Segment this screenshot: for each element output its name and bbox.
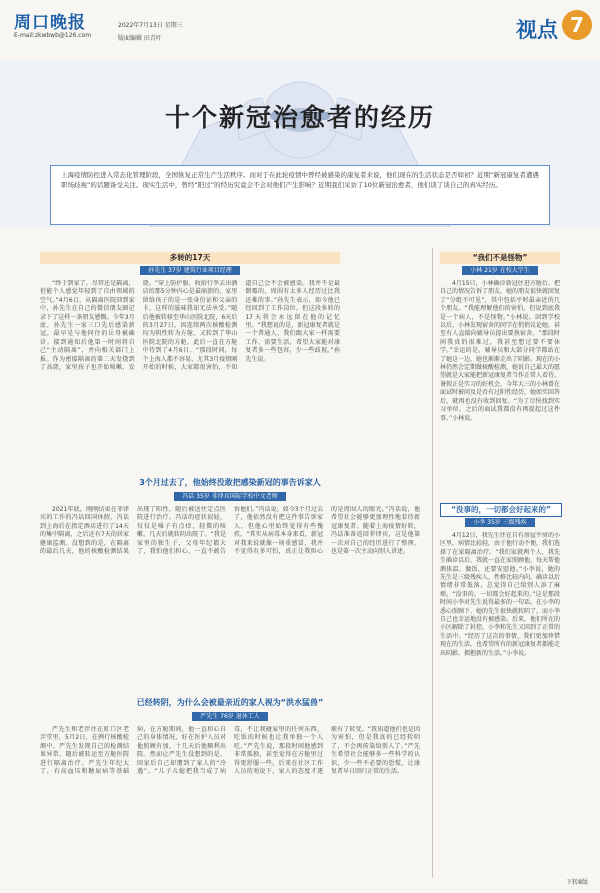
story-byline-4: 严先生 76岁 退休工人 <box>100 712 360 722</box>
story-body-4: 严先生和老伴住在虹口区老弄堂里，5月2日，在例行核酸检测中，严先生发现自己的检测结果异常，随后被转运至方舱医院进行隔离治疗。严先生年纪大了，有高血压和糖尿病等基础病，在方舱期间，他一直担心自己的身体情况，好在医护人员对他照顾有加，十几天后他顺利出院。然而让严先生没想到的是，回家后自己却遭到了家人的“冷遇”。“儿子儿媳把我当成了病毒，不让我碰家里的任何东西，吃饭的时候也让我单独一个人吃。”严先生说，那段时间他感到非常孤独，甚至觉得在方舱里过得更舒服一些。后来在社区工作人员的劝说下，家人的态度才逐渐有了转变。“我知道他们也是因为害怕，但是我真的已经转阴了，不会再传染给别人了。”严先生希望社会能够多一些科学的认识，少一些不必要的恐慌，让康复者早日回归正常的生活。 <box>40 726 420 776</box>
column-divider <box>432 248 433 878</box>
issue-date: 2022年7月13日 星期三 <box>118 22 183 29</box>
story-title-5: “没事的，一切都会好起来的” <box>440 503 562 517</box>
story-body-3: 2021年底，刚刚结束在菲律宾的工作的冯话回国休假，冯话到上海后在指定酒店进行了14天的集中隔离，之后还有7天的居家健康监测。没想到的是，在隔离的最后几天，他的核酸检测结果出现了阳性，随后被送往定点医院进行治疗。冯话的症状很轻，仅仅是嗓子有点痒，轻微的咳嗽，几天后就转阴出院了。“我是家里的独生子，父母年纪都大了，我怕他们担心，一直不敢告诉他们。”冯话说。如今3个月过去了，他依然没有把这件事告诉家人，但他心里始终觉得有些愧疚。“其实从病毒本身来看，新冠对我来说就像一场重感冒，我并不觉得有多可怕，真正让我担心的是周围人的眼光。”冯话说，他希望社会能够更加理性地看待新冠康复者。随着上海疫情好转，冯话准备返回菲律宾，这是他第一次对自己的经历进行了整理，也是第一次主动向别人讲述。 <box>40 506 420 556</box>
story-byline-2: 小林 21岁 在校大学生 <box>440 266 560 276</box>
story-byline-3: 冯话 35岁 非律宾国际学校中文老师 <box>100 492 360 502</box>
masthead <box>0 0 600 68</box>
story-title-4: 已经转阴，为什么会被最亲近的家人视为“洪水猛兽” <box>136 698 324 707</box>
email-address: E-mail:zkwbwb@126.com <box>14 32 92 39</box>
story-byline-1: 孙先生 37岁 建筑行业项目经理 <box>40 266 340 276</box>
story-body-1: “终于到家了，尽管还是隔离，但能个人感觉年轻到了自由领域的空气。”4月6日，从隔离医院回到家中，孙先生在自己的微信朋友圈记录下了这样一条朋友感慨。今年3月底，孙先生一家三口先后感染新冠，最早是与他同住的岳母被确诊。接到通知后他第一时间将自己“主动隔离”，并向相关部门上报。作为密接隔离的第二天发烧到了高烧，家里孩子也开始咳嗽、发烧。“穿上防护服，收拾行李去出酒店的那5分钟内心是最崩溃的，家里留给孩子的是一张身份证和父亲的卡，这样的滋味我却无法承受。”随后他被转移至华山医院北院，6天后的3月27日，因连续两次核酸检测均为阴性转为方舱，又转到了华山医院北院的方舱，此后一直在方舱中待到了4月6日。“那段时间，每个上海人都不容易，尤其3月疫情刚开始的时候，大家都很害怕，不知道自己会不会被感染。我并不是最倒霉的，周围有太多人经历过比我还难的事。”孙先生表示，如今他已经回到了工作岗位，但这段多转的17天将会永远留在他的记忆里。“我想说的是，新冠康复者就是一个普通人，我们跟大家一样需要工作、需要生活，希望大家能对康复者多一些包容，少一些歧视。”孙先生说。 <box>40 280 340 372</box>
story-body-5: 4月12日，我先生住在自有房屋平房的小区里，病情比较轻，由于他行动不便，我们选择了在家隔离治疗。“我们家就两个人，我先生确诊以后，我就一直在家照顾他，每天帮他测体温、做饭，还要安慰他。”小李说，她的先生是三级残疾人，性格比较内向，确诊以后情绪非常低落，总觉得自己给别人添了麻烦。“没事的，一切都会好起来的。”这是那段时间小李对先生说得最多的一句话。在小李的悉心照顾下，她的先生很快就转阴了，而小李自己也幸运地没有被感染。后来，他们所在的小区解除了封控，小李和先生又回到了正常的生活中。“经历了这次的事情，我们更加珍惜现在的生活，也希望所有的新冠康复者都能走出阴影，拥抱新的生活。”小李说。 <box>440 532 560 657</box>
page-number-badge: 7 <box>562 10 592 40</box>
continued-note: 下转8版 <box>566 879 588 886</box>
story-byline-5: 小李 35岁 三级残疾 <box>440 518 560 528</box>
page-headline: 十个新冠治愈者的经历 <box>164 103 435 132</box>
section-title: 视点 <box>516 17 558 42</box>
story-body-2: 4月15日，小林确诊新冠住进方舱后，把自己的情况告诉了朋友，她的朋友很快就回复了“分组不可见”，其中包括平时最亲近的几个朋友。“我能理解他们的害怕，但说到底我是一个病人，不是怪物。”小林说。回到学校以后，小林发现宿舍的同学在悄悄议论她，甚至有人直接向辅导员提出要换宿舍。“那段时间我真的很难过，我甚至想过要不要休学。”幸运的是，辅导员和大部分同学都站在了她这一边，她也渐渐走出了阴影。现在的小林仍然会定期做核酸检测，她说自己最大的愿望就是大家能把新冠康复者当作正常人看待。暑假正是实习的好机会，今年大三的小林曾在面试时被问及是否有过阳性经历，她如实回答后，就再也没有收到回复。“为了尽快找到实习单位，之后的面试我都没有再提起过这件事。”小林说。 <box>440 280 560 422</box>
page-editor: 版面编辑 田青叶 <box>118 35 162 42</box>
story-title-1: 多转的17天 <box>40 252 340 264</box>
story-title-2: “我们不是怪物” <box>440 252 560 264</box>
intro-box: 上海疫情防控进入常态化管理阶段，全国恢复正常生产生活秩序。而对于在此轮疫情中曾经被感染的康复者来说，他们现在的生活状态是否如初？近期“新冠康复者遭遇职场歧视”的话题备受关注。现实生活中，曾经“阳过”的经历究竟会不会对他们产生影响？近期我们采访了10位新冠治愈者，他们谈了谈自己的真实经历。 <box>50 165 550 225</box>
story-title-3: 3个月过去了，他始终没敢把感染新冠的事告诉家人 <box>139 478 321 487</box>
newspaper-logo: 周口晚报 <box>14 13 86 33</box>
